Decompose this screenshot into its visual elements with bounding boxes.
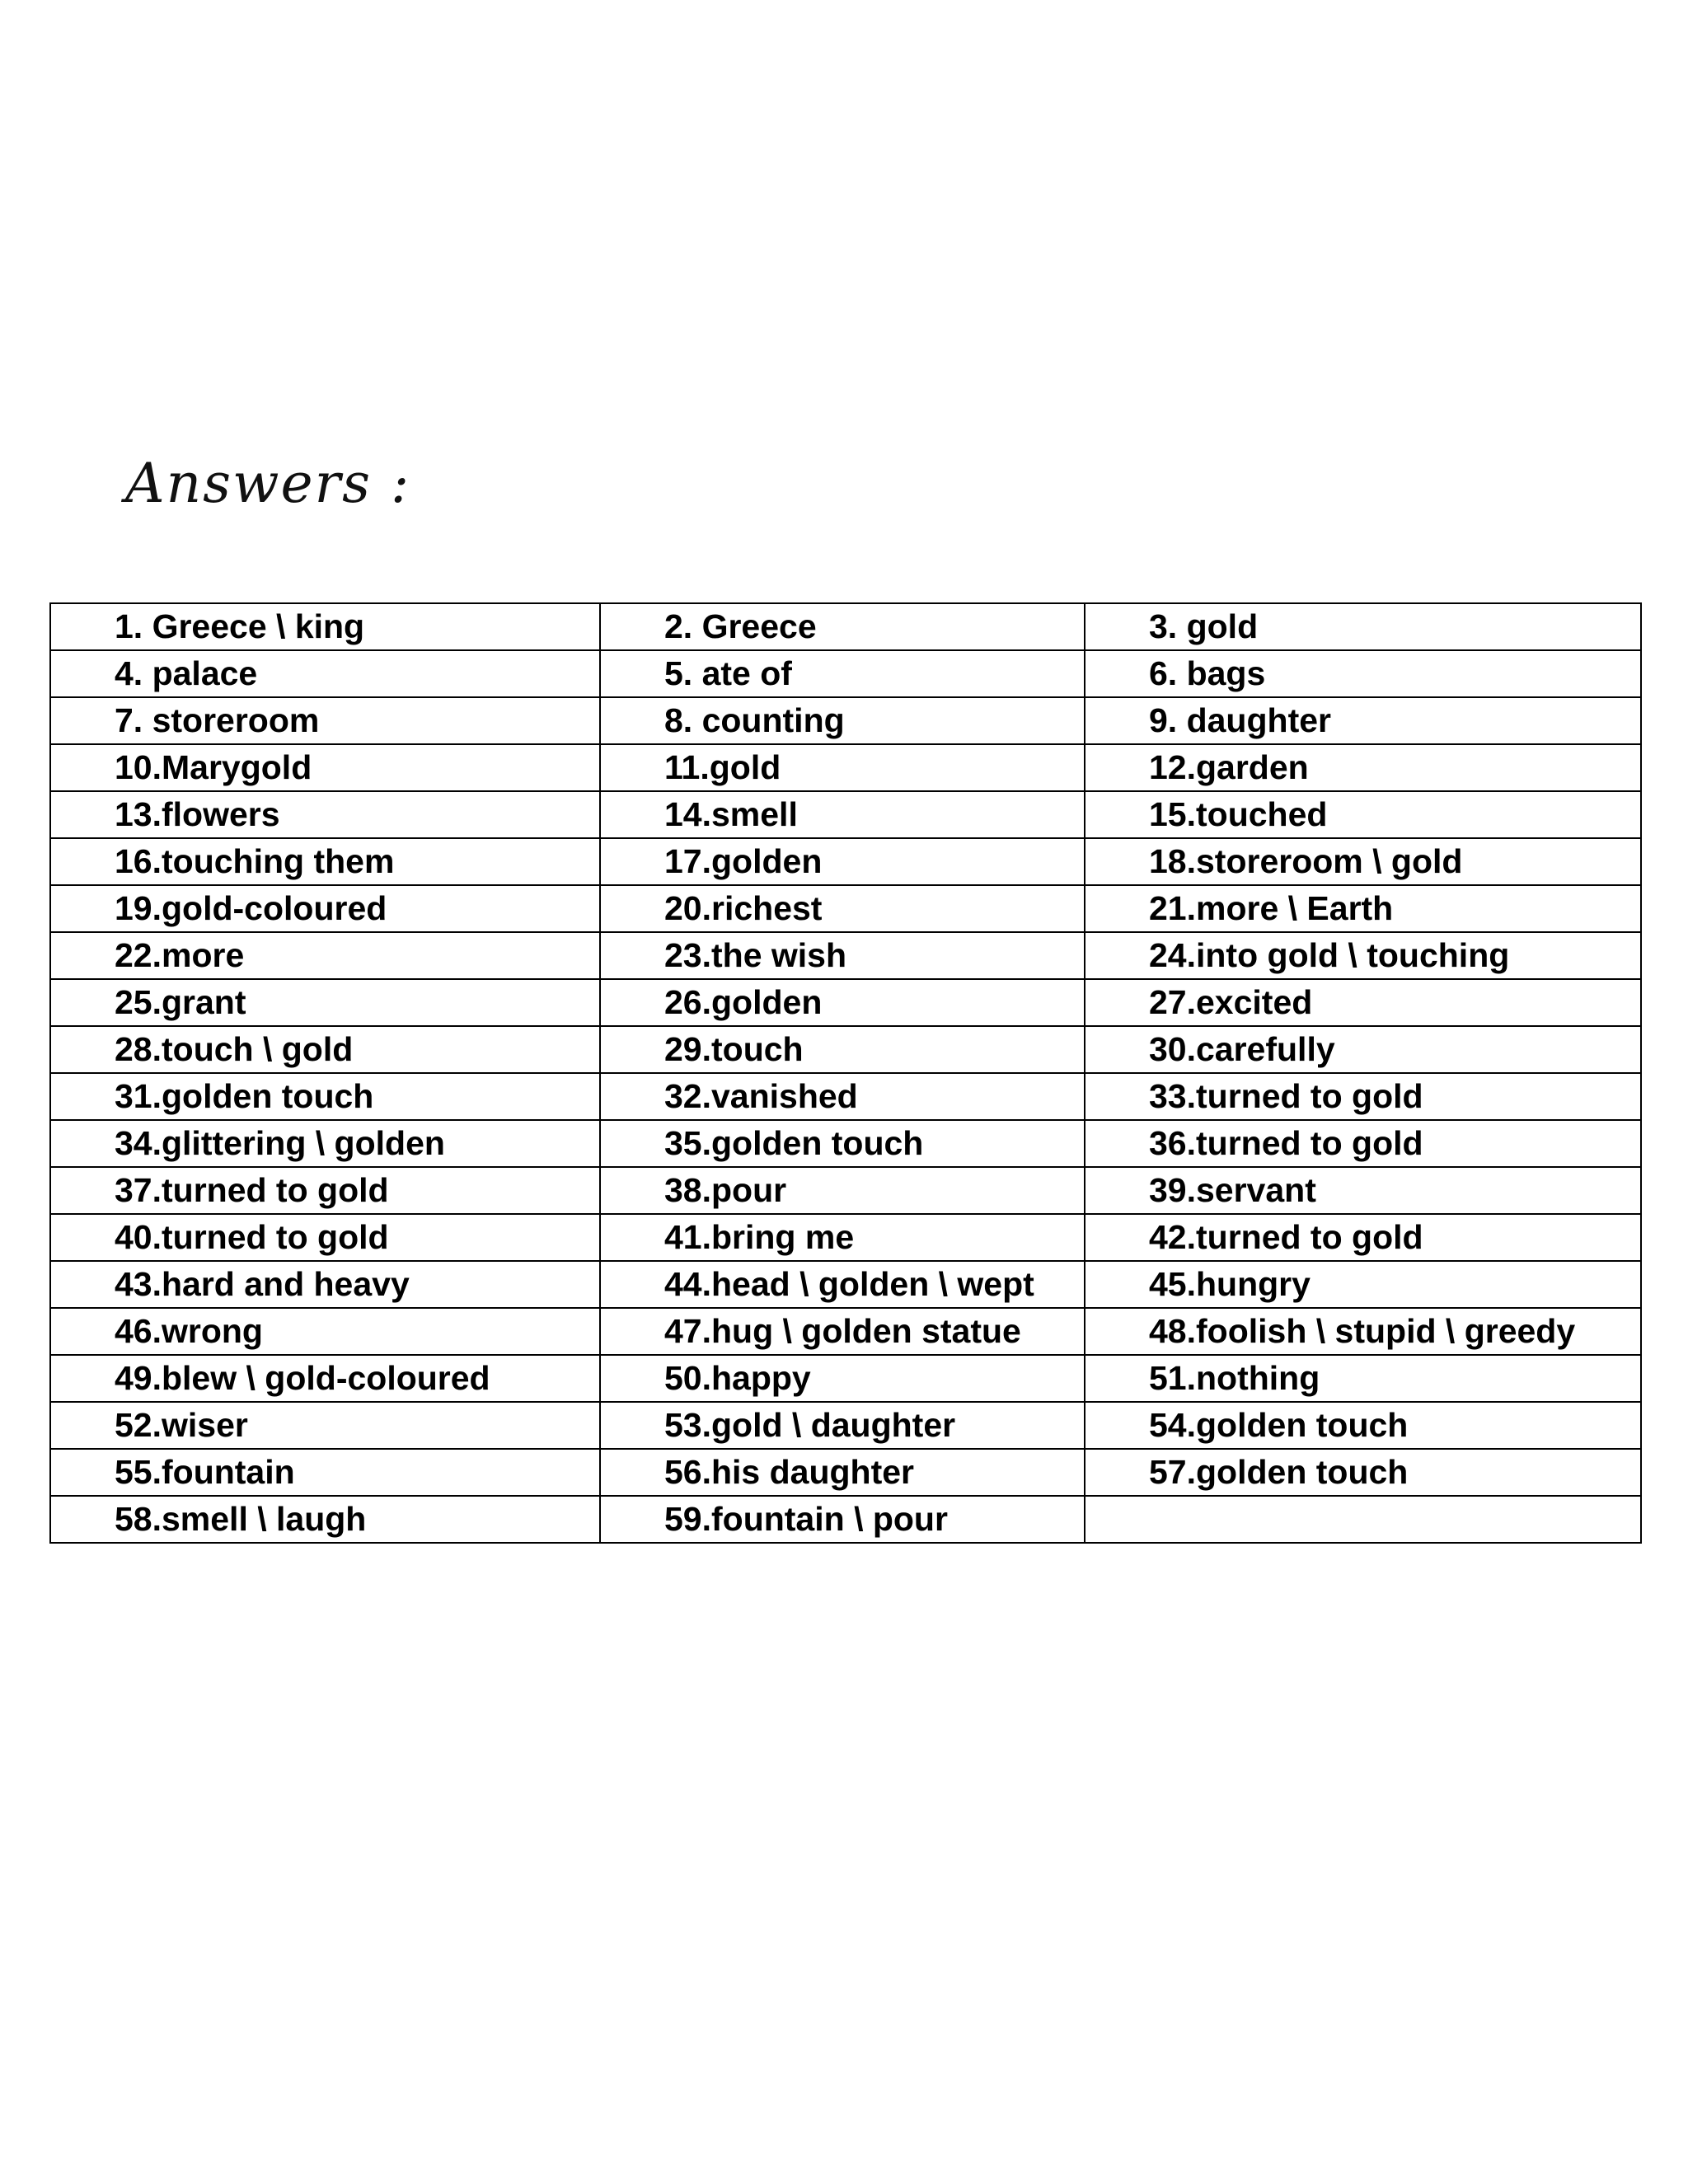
answer-cell: 31.golden touch bbox=[50, 1073, 600, 1120]
answer-cell: 45.hungry bbox=[1085, 1261, 1641, 1308]
answer-cell: 30.carefully bbox=[1085, 1026, 1641, 1073]
answer-cell: 49.blew \ gold-coloured bbox=[50, 1355, 600, 1402]
answer-cell: 23.the wish bbox=[600, 932, 1085, 979]
answer-cell: 51.nothing bbox=[1085, 1355, 1641, 1402]
answer-cell: 44.head \ golden \ wept bbox=[600, 1261, 1085, 1308]
answer-cell: 38.pour bbox=[600, 1167, 1085, 1214]
answer-cell: 9. daughter bbox=[1085, 697, 1641, 744]
answer-cell: 48.foolish \ stupid \ greedy bbox=[1085, 1308, 1641, 1355]
answer-cell: 1. Greece \ king bbox=[50, 603, 600, 650]
answer-cell: 10.Marygold bbox=[50, 744, 600, 791]
answer-cell: 41.bring me bbox=[600, 1214, 1085, 1261]
answer-cell: 11.gold bbox=[600, 744, 1085, 791]
answer-cell: 4. palace bbox=[50, 650, 600, 697]
answer-cell: 40.turned to gold bbox=[50, 1214, 600, 1261]
table-row bbox=[50, 744, 1641, 791]
answer-cell: 16.touching them bbox=[50, 838, 600, 885]
answer-cell: 36.turned to gold bbox=[1085, 1120, 1641, 1167]
table-row bbox=[50, 1167, 1641, 1214]
table-row bbox=[50, 1261, 1641, 1308]
answer-cell: 25.grant bbox=[50, 979, 600, 1026]
answer-cell: 43.hard and heavy bbox=[50, 1261, 600, 1308]
table-row bbox=[50, 979, 1641, 1026]
table-row bbox=[50, 1308, 1641, 1355]
answer-cell: 24.into gold \ touching bbox=[1085, 932, 1641, 979]
table-row bbox=[50, 697, 1641, 744]
answer-cell: 54.golden touch bbox=[1085, 1402, 1641, 1449]
answer-cell bbox=[1085, 1496, 1641, 1543]
answer-cell: 28.touch \ gold bbox=[50, 1026, 600, 1073]
answer-cell: 27.excited bbox=[1085, 979, 1641, 1026]
table-row bbox=[50, 650, 1641, 697]
answer-cell: 17.golden bbox=[600, 838, 1085, 885]
table-row bbox=[50, 1026, 1641, 1073]
table-row bbox=[50, 885, 1641, 932]
answer-cell: 50.happy bbox=[600, 1355, 1085, 1402]
answer-cell: 46.wrong bbox=[50, 1308, 600, 1355]
table-row bbox=[50, 791, 1641, 838]
answer-cell: 15.touched bbox=[1085, 791, 1641, 838]
table-row bbox=[50, 603, 1641, 650]
table-row bbox=[50, 1355, 1641, 1402]
answer-cell: 33.turned to gold bbox=[1085, 1073, 1641, 1120]
answer-cell: 55.fountain bbox=[50, 1449, 600, 1496]
table-row bbox=[50, 1496, 1641, 1543]
answer-cell: 6. bags bbox=[1085, 650, 1641, 697]
answer-cell: 59.fountain \ pour bbox=[600, 1496, 1085, 1543]
answer-cell: 2. Greece bbox=[600, 603, 1085, 650]
answer-cell: 12.garden bbox=[1085, 744, 1641, 791]
answer-cell: 32.vanished bbox=[600, 1073, 1085, 1120]
answer-cell: 26.golden bbox=[600, 979, 1085, 1026]
answer-cell: 35.golden touch bbox=[600, 1120, 1085, 1167]
answer-cell: 13.flowers bbox=[50, 791, 600, 838]
answer-cell: 39.servant bbox=[1085, 1167, 1641, 1214]
answers-table-body bbox=[50, 603, 1641, 1543]
answer-cell: 37.turned to gold bbox=[50, 1167, 600, 1214]
answer-cell: 3. gold bbox=[1085, 603, 1641, 650]
table-row bbox=[50, 932, 1641, 979]
page-title: Answers : bbox=[125, 452, 411, 515]
answer-cell: 22.more bbox=[50, 932, 600, 979]
table-row bbox=[50, 1120, 1641, 1167]
answers-table bbox=[49, 602, 1642, 1544]
answer-cell: 57.golden touch bbox=[1085, 1449, 1641, 1496]
answer-cell: 29.touch bbox=[600, 1026, 1085, 1073]
answer-cell: 47.hug \ golden statue bbox=[600, 1308, 1085, 1355]
table-row bbox=[50, 1402, 1641, 1449]
answer-cell: 58.smell \ laugh bbox=[50, 1496, 600, 1543]
table-row bbox=[50, 1214, 1641, 1261]
table-row bbox=[50, 1449, 1641, 1496]
answer-cell: 21.more \ Earth bbox=[1085, 885, 1641, 932]
answer-cell: 14.smell bbox=[600, 791, 1085, 838]
answer-cell: 53.gold \ daughter bbox=[600, 1402, 1085, 1449]
answer-cell: 5. ate of bbox=[600, 650, 1085, 697]
answer-cell: 56.his daughter bbox=[600, 1449, 1085, 1496]
table-row bbox=[50, 838, 1641, 885]
answer-cell: 19.gold-coloured bbox=[50, 885, 600, 932]
answer-cell: 18.storeroom \ gold bbox=[1085, 838, 1641, 885]
answer-cell: 8. counting bbox=[600, 697, 1085, 744]
answer-cell: 42.turned to gold bbox=[1085, 1214, 1641, 1261]
answer-cell: 34.glittering \ golden bbox=[50, 1120, 600, 1167]
answer-cell: 52.wiser bbox=[50, 1402, 600, 1449]
answer-cell: 7. storeroom bbox=[50, 697, 600, 744]
answer-cell: 20.richest bbox=[600, 885, 1085, 932]
table-row bbox=[50, 1073, 1641, 1120]
